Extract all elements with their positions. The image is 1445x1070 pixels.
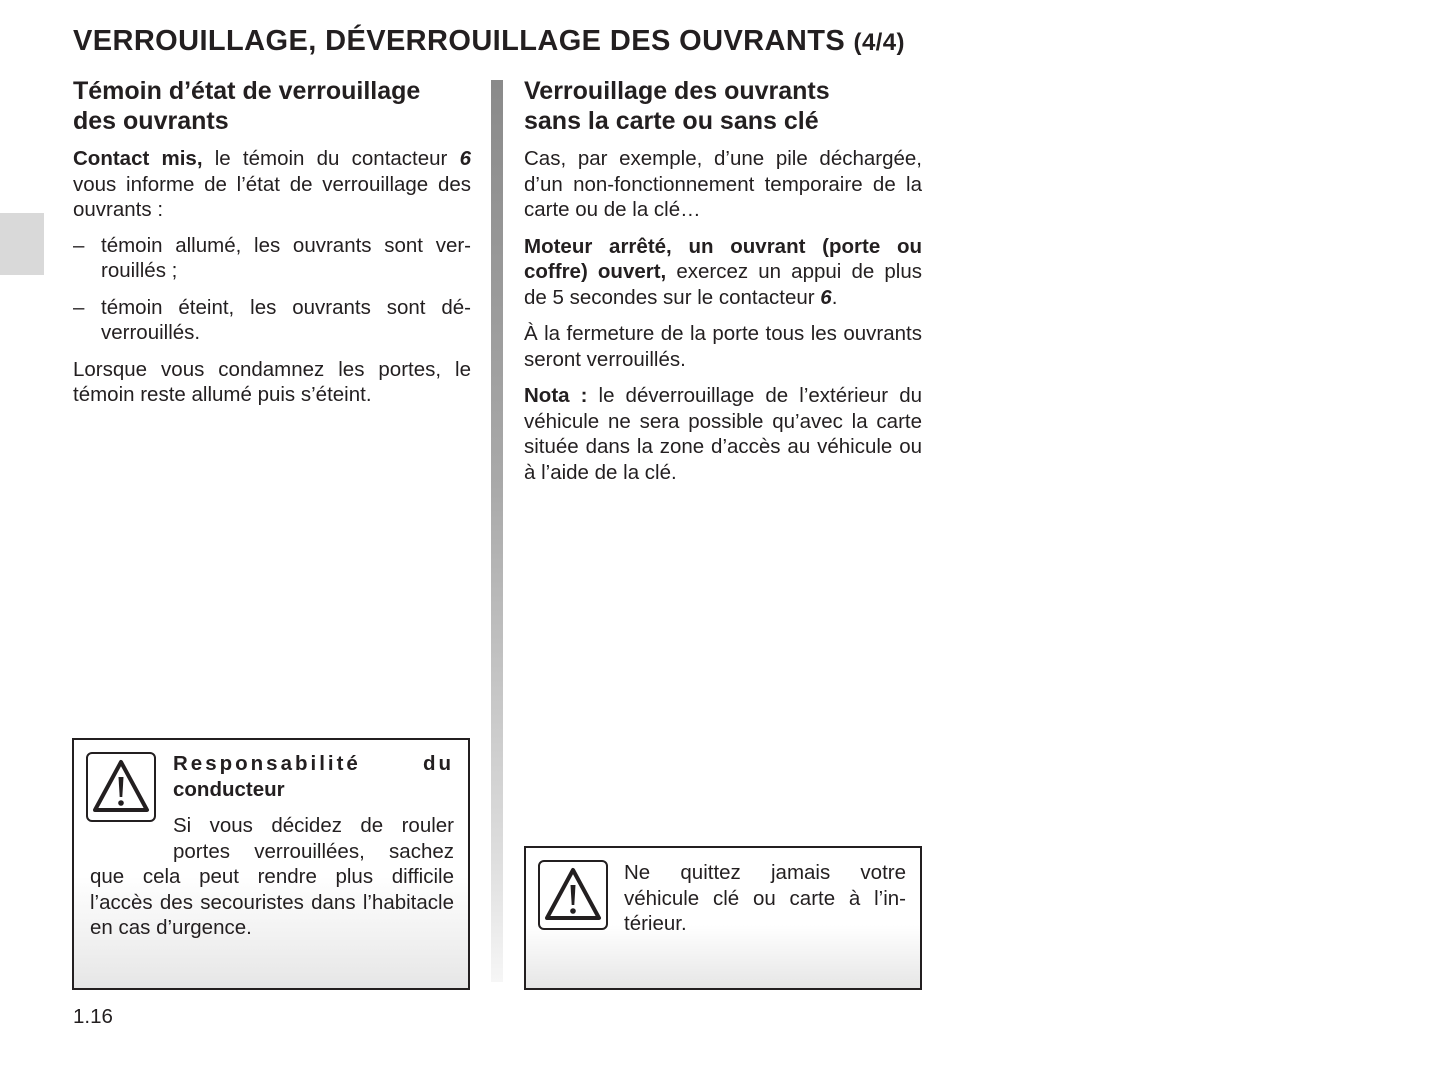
warning-line: portes verrouillées, sachez [173, 839, 454, 863]
warning-line: Si vous décidez de rouler [173, 814, 454, 837]
list-item: – témoin allumé, les ouvrants sont verrouillés ; [73, 233, 471, 282]
list-dash: – [73, 295, 85, 319]
right-column [524, 76, 922, 485]
warning-body: Ne quittez jamais votre véhicule clé ou carte à l’intérieur. [624, 861, 906, 935]
list-item: – témoin éteint, les ouvrants sont déverrouillés. [73, 295, 471, 344]
driver-responsibility-warning [72, 738, 470, 990]
warning-title: Responsabilité du conducteur Si vous décidez de rouler portes verrouillées, sachez [173, 752, 454, 863]
right-paragraph-3: À la fermeture de la porte tous les ouvrants seront verrouillés. [524, 322, 922, 371]
left-heading: Témoin d’état de verrouillage des ouvrants [73, 77, 421, 135]
page-title-suffix: (4/4) [853, 29, 905, 56]
key-card-warning [524, 846, 922, 990]
page-number: 1.16 [73, 1005, 113, 1028]
left-column [73, 76, 471, 408]
warning-triangle-icon [538, 860, 608, 930]
page-title: VERROUILLAGE, DÉVERROUILLAGE DES OUVRANTS (4/4) [73, 25, 905, 57]
column-divider [491, 80, 503, 982]
right-heading: Verrouillage des ouvrants sans la carte ou sans clé [524, 77, 830, 135]
right-paragraph-2: Moteur arrêté, un ouvrant (porte ou coffre) ouvert, exercez un appui de plus de 5 secondes sur le contacteur 6. [524, 234, 922, 309]
section-tab-marker [0, 213, 44, 275]
left-paragraph-1: Contact mis, le témoin du contacteur 6 vous informe de l’état de verrouillage des ouvrants : [73, 147, 471, 221]
left-paragraph-2: Lorsque vous condamnez les portes, le témoin reste allumé puis s’éteint. [73, 357, 471, 406]
ref-number: 6 [820, 285, 832, 309]
warning-body: que cela peut rendre plus difficile l’accès des secouristes dans l’habitacle en cas d’urgence. [90, 865, 454, 939]
right-paragraph-4: Nota : le déverrouillage de l’extérieur du véhicule ne sera possible qu’avec la carte située dans la zone d’accès au véhicule ou à l’aide de la clé. [524, 384, 922, 484]
list-dash: – [73, 233, 85, 257]
right-paragraph-1: Cas, par exemple, d’une pile déchargée, d’un non-fonctionnement temporaire de la carte ou de la clé… [524, 147, 922, 221]
ref-number: 6 [459, 147, 471, 170]
warning-triangle-icon [86, 752, 156, 822]
